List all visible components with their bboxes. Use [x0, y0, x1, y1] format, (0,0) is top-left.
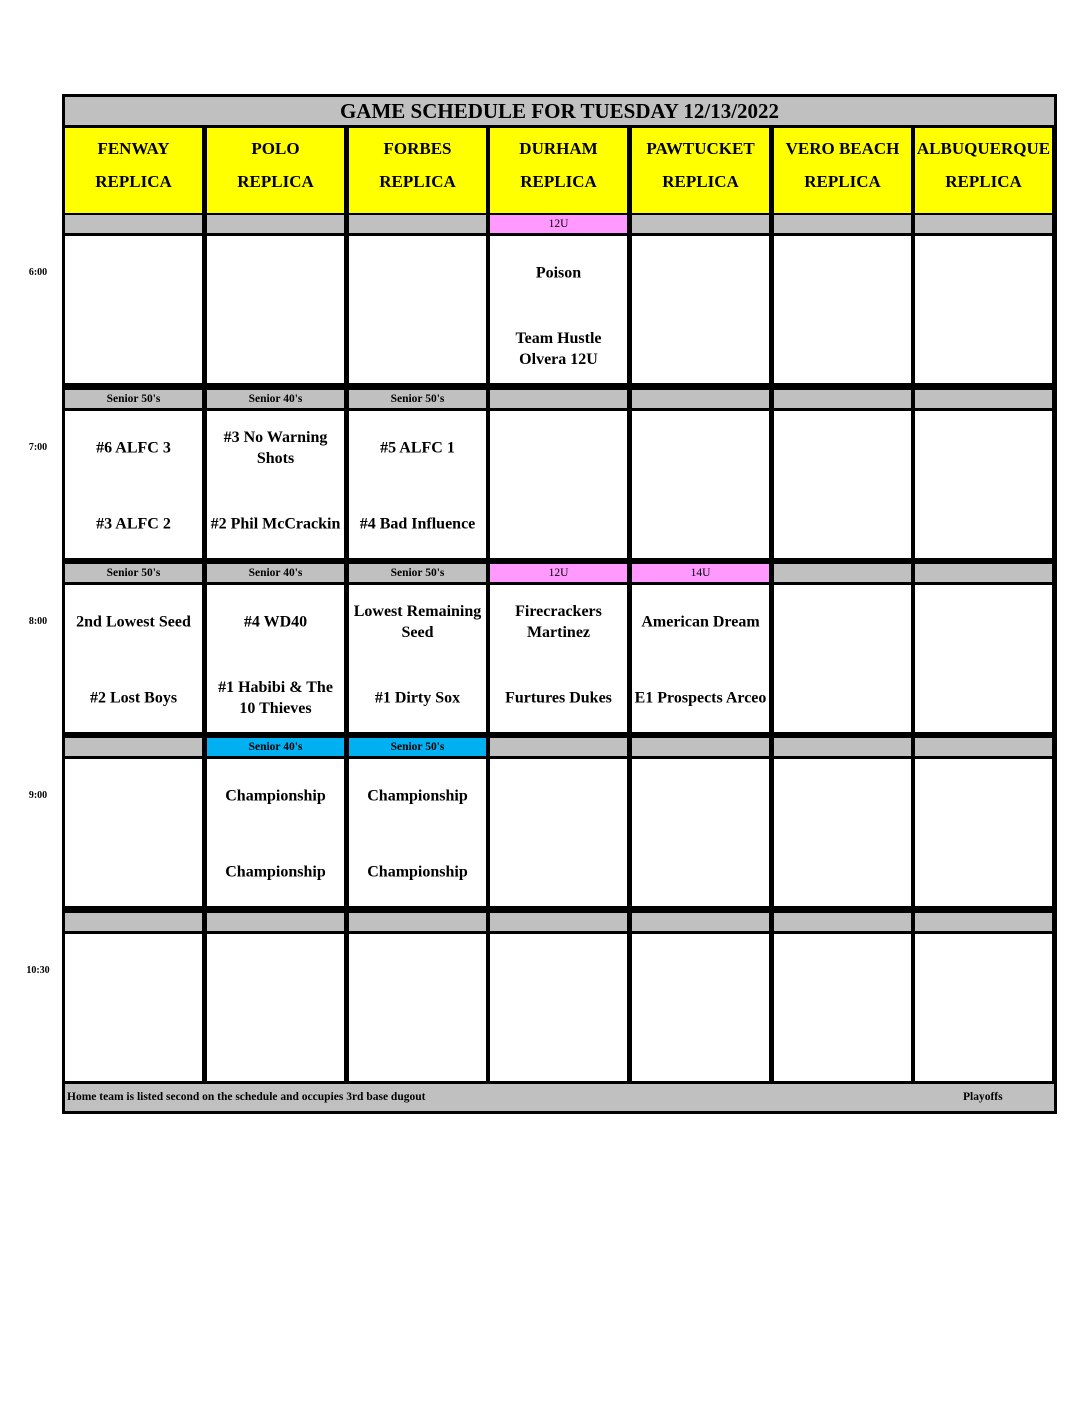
division-tag: Senior 40's: [207, 738, 344, 756]
field-header-0: [65, 128, 202, 213]
game-cell: [490, 236, 627, 383]
game-cell: [774, 934, 911, 1081]
division-tag: Senior 50's: [349, 564, 486, 582]
division-tag: [207, 215, 344, 233]
field-sub: REPLICA: [379, 172, 456, 191]
game-cell: [915, 236, 1052, 383]
division-tag: [632, 738, 769, 756]
home-team: E1 Prospects Arceo: [634, 689, 767, 707]
division-tag: [632, 913, 769, 931]
home-team: #2 Lost Boys: [89, 689, 178, 707]
game-cell: [490, 585, 627, 732]
game-cell: [632, 759, 769, 906]
time-label: 8:00: [28, 616, 48, 627]
field-header-2: [349, 128, 486, 213]
division-tag: [915, 564, 1052, 582]
field-name: PAWTUCKET: [646, 139, 755, 158]
home-team: #4 Bad Influence: [359, 515, 476, 533]
field-header-3: [490, 128, 627, 213]
division-tag: 12U: [490, 215, 627, 233]
game-cell: [774, 585, 911, 732]
game-cell: [349, 236, 486, 383]
field-sub: REPLICA: [945, 172, 1022, 191]
division-tag: [915, 913, 1052, 931]
home-team: Team Hustle Olvera 12U: [515, 330, 602, 368]
division-tag: [490, 913, 627, 931]
game-cell: [65, 934, 202, 1081]
field-header-1: [207, 128, 344, 213]
division-tag: [774, 215, 911, 233]
away-team: American Dream: [641, 613, 760, 631]
footer-label: Playoffs: [963, 1091, 1003, 1103]
game-cell: [490, 411, 627, 558]
field-name: FENWAY: [97, 139, 170, 158]
game-cell: [349, 585, 486, 732]
field-header-5: [774, 128, 911, 213]
home-team: #1 Habibi & The 10 Thieves: [218, 679, 333, 717]
division-tag: Senior 40's: [207, 564, 344, 582]
field-name: ALBUQUERQUE: [916, 139, 1051, 158]
division-tag: [207, 913, 344, 931]
time-label: 7:00: [28, 442, 48, 453]
away-team: #5 ALFC 1: [380, 439, 455, 457]
away-team: #3 No Warning Shots: [223, 429, 328, 467]
field-sub: REPLICA: [662, 172, 739, 191]
division-tag: [915, 738, 1052, 756]
game-cell: [774, 411, 911, 558]
division-tag: [65, 913, 202, 931]
footer-bar: [65, 1084, 1054, 1111]
field-name: POLO: [251, 139, 300, 158]
game-cell: [207, 411, 344, 558]
home-team: #1 Dirty Sox: [374, 689, 461, 707]
home-team: Furtures Dukes: [505, 689, 612, 707]
division-tag: 12U: [490, 564, 627, 582]
division-tag: [774, 738, 911, 756]
away-team: #6 ALFC 3: [96, 439, 171, 457]
game-cell: [632, 585, 769, 732]
division-tag: Senior 50's: [349, 390, 486, 408]
field-sub: REPLICA: [237, 172, 314, 191]
away-team: Championship: [367, 787, 468, 805]
field-header-6: [915, 128, 1052, 213]
division-tag: [632, 390, 769, 408]
division-tag: Senior 50's: [65, 390, 202, 408]
division-tag: [65, 215, 202, 233]
game-cell: [774, 236, 911, 383]
away-team: Poison: [535, 264, 582, 282]
game-cell: [349, 759, 486, 906]
division-tag: [774, 913, 911, 931]
game-cell: [65, 236, 202, 383]
field-header-4: [632, 128, 769, 213]
division-tag: Senior 50's: [349, 738, 486, 756]
time-label: 10:30: [26, 965, 50, 976]
away-team: #4 WD40: [243, 613, 308, 631]
game-cell: [915, 934, 1052, 1081]
game-cell: [632, 934, 769, 1081]
division-tag: Senior 50's: [65, 564, 202, 582]
schedule-table: [62, 94, 1057, 1114]
game-cell: [632, 236, 769, 383]
division-tag: [349, 913, 486, 931]
game-cell: [349, 411, 486, 558]
division-tag: [349, 215, 486, 233]
time-label: 9:00: [28, 790, 48, 801]
game-cell: [207, 934, 344, 1081]
away-team: 2nd Lowest Seed: [76, 613, 191, 631]
time-label: 6:00: [28, 267, 48, 278]
game-cell: [65, 411, 202, 558]
field-name: DURHAM: [519, 139, 598, 158]
game-cell: [207, 759, 344, 906]
division-tag: Senior 40's: [207, 390, 344, 408]
home-team: #3 ALFC 2: [96, 515, 171, 533]
division-tag: [774, 564, 911, 582]
division-tag: [490, 738, 627, 756]
division-tag: [774, 390, 911, 408]
game-cell: [490, 934, 627, 1081]
game-cell: [65, 585, 202, 732]
division-tag: [915, 215, 1052, 233]
schedule-title: GAME SCHEDULE FOR TUESDAY 12/13/2022: [65, 97, 1054, 125]
game-cell: [207, 585, 344, 732]
field-name: VERO BEACH: [785, 139, 900, 158]
game-cell: [774, 759, 911, 906]
away-team: Firecrackers Martinez: [515, 603, 602, 641]
home-team: Championship: [225, 863, 326, 881]
division-tag: [915, 390, 1052, 408]
division-tag: [632, 215, 769, 233]
game-cell: [349, 934, 486, 1081]
field-sub: REPLICA: [95, 172, 172, 191]
division-tag: 14U: [632, 564, 769, 582]
field-sub: REPLICA: [520, 172, 597, 191]
game-cell: [632, 411, 769, 558]
field-sub: REPLICA: [804, 172, 881, 191]
division-tag: [490, 390, 627, 408]
home-team: Championship: [367, 863, 468, 881]
division-tag: [65, 738, 202, 756]
game-cell: [915, 585, 1052, 732]
game-cell: [490, 759, 627, 906]
field-name: FORBES: [383, 139, 452, 158]
away-team: Championship: [225, 787, 326, 805]
game-cell: [915, 759, 1052, 906]
home-team: #2 Phil McCrackin: [210, 515, 341, 533]
footer-note: Home team is listed second on the schedule and occupies 3rd base dugout: [67, 1091, 426, 1103]
game-cell: [65, 759, 202, 906]
game-cell: [915, 411, 1052, 558]
away-team: Lowest Remaining Seed: [353, 603, 482, 641]
game-cell: [207, 236, 344, 383]
